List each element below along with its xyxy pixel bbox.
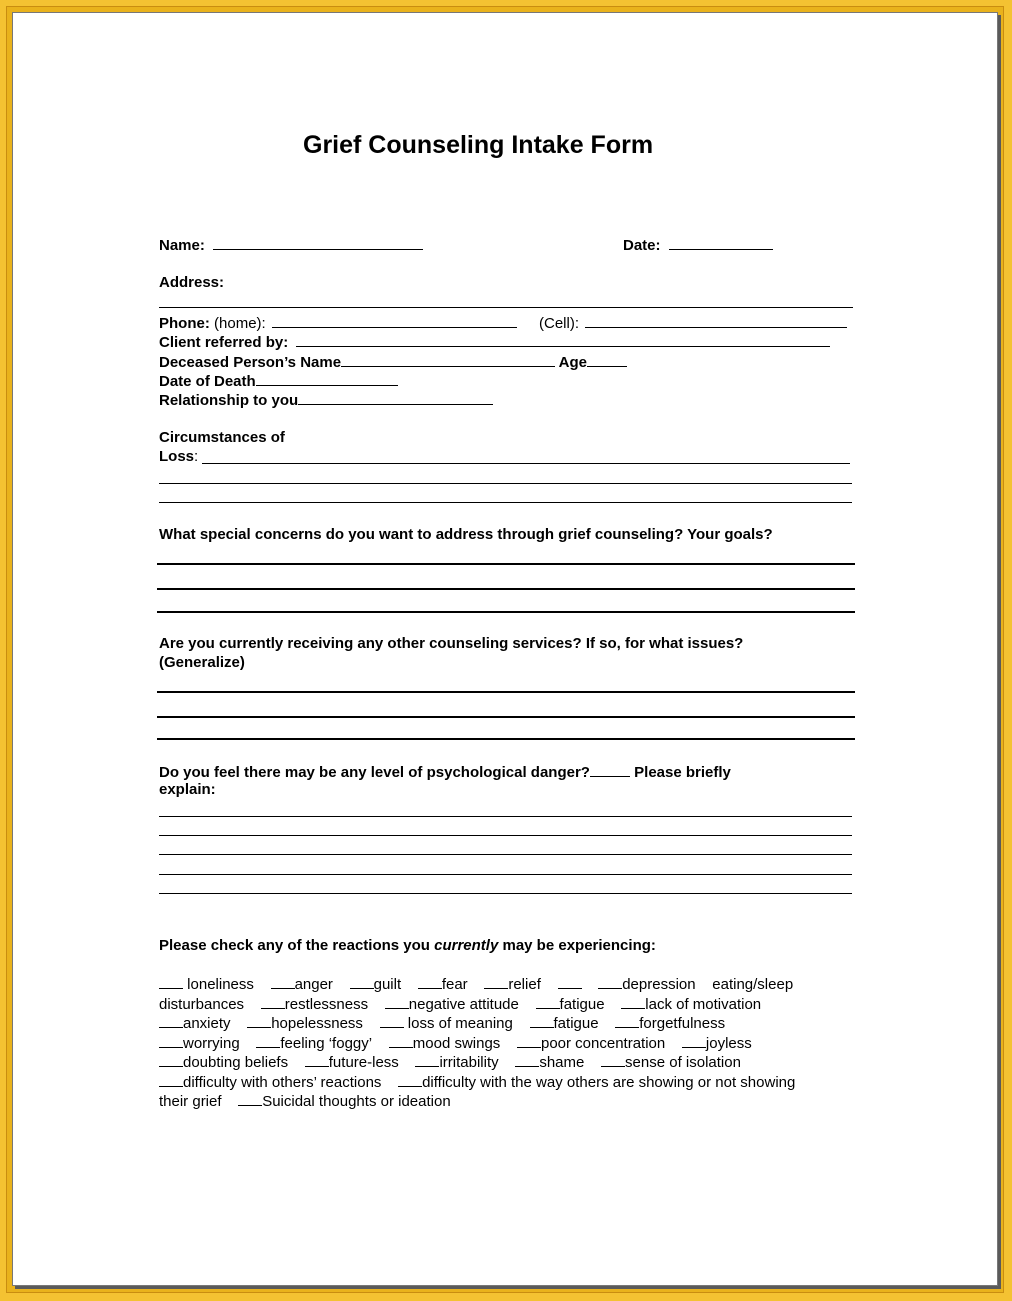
age-label: Age [558, 354, 588, 371]
check-fatigue-1[interactable] [536, 996, 560, 1009]
check-restlessness[interactable] [261, 996, 285, 1009]
check-feeling-foggy[interactable] [256, 1035, 280, 1048]
check-irritability[interactable] [415, 1054, 439, 1067]
goals-line-1[interactable] [157, 563, 855, 565]
deceased-row: Deceased Person’s Name Age [159, 352, 627, 371]
services-line-1[interactable] [157, 691, 855, 693]
question-danger: Do you feel there may be any level of psychological danger? Please briefly [159, 764, 731, 781]
check-mood-swings[interactable] [389, 1035, 413, 1048]
check-fatigue-2[interactable] [530, 1015, 554, 1028]
check-loneliness[interactable] [159, 976, 183, 989]
deceased-name-field[interactable] [341, 352, 555, 367]
form-page [12, 12, 998, 1286]
check-guilt[interactable] [350, 976, 374, 989]
circumstances-label: Circumstances of [159, 429, 285, 446]
dod-field[interactable] [256, 371, 398, 386]
check-fear[interactable] [418, 976, 442, 989]
date-label: Date: [623, 235, 773, 254]
check-forgetfulness[interactable] [615, 1015, 639, 1028]
check-worrying[interactable] [159, 1035, 183, 1048]
question-goals: What special concerns do you want to address through grief counseling? Your goals? [159, 526, 773, 543]
goals-line-2[interactable] [157, 588, 855, 590]
danger-line-2[interactable] [159, 835, 852, 836]
dod-row: Date of Death [159, 371, 398, 390]
check-anger[interactable] [271, 976, 295, 989]
check-unlabeled[interactable] [558, 976, 582, 989]
check-loss-meaning[interactable] [380, 1015, 404, 1028]
check-suicidal[interactable] [238, 1093, 262, 1106]
address-label: Address: [159, 274, 225, 291]
check-joyless[interactable] [682, 1035, 706, 1048]
check-doubting-beliefs[interactable] [159, 1054, 183, 1067]
goals-line-3[interactable] [157, 611, 855, 613]
check-future-less[interactable] [305, 1054, 329, 1067]
check-difficulty-showing[interactable] [398, 1074, 422, 1087]
check-negative-attitude[interactable] [385, 996, 409, 1009]
circumstances-line-1[interactable] [202, 463, 850, 464]
phone-row: Phone: (home): [159, 313, 517, 332]
check-anxiety[interactable] [159, 1015, 183, 1028]
referred-field[interactable] [296, 332, 830, 347]
reactions-heading: Please check any of the reactions you currently may be experiencing: [159, 937, 656, 954]
age-field[interactable] [587, 352, 627, 367]
danger-line-5[interactable] [159, 893, 852, 894]
date-field[interactable] [669, 235, 773, 250]
circumstances-label-2: Loss: [159, 448, 199, 465]
phone-cell-row: (Cell): [539, 313, 847, 332]
check-hopelessness[interactable] [247, 1015, 271, 1028]
services-line-2[interactable] [157, 716, 855, 718]
danger-line-4[interactable] [159, 874, 852, 875]
check-lack-motivation[interactable] [621, 996, 645, 1009]
referred-row: Client referred by: [159, 332, 830, 351]
question-other-services-2: (Generalize) [159, 654, 245, 671]
name-field[interactable] [213, 235, 423, 250]
relationship-row: Relationship to you [159, 390, 493, 409]
relationship-field[interactable] [298, 390, 493, 405]
reactions-list: loneliness anger guilt fear relief depression eating/sleep disturbances restlessness negative attitude fatigue lack of motivation anxiety hopelessness loss of meaning fatigue forgetfulness worrying feeling ‘foggy’ mood swings poor concentration joyless doubting beliefs future-less irritability shame sense of isolation difficulty with others’ reactions difficulty with the way others are showing or not showing their grief Suicidal thoughts or ideation [159, 976, 796, 1110]
name-label: Name: [159, 235, 423, 254]
question-danger-2: explain: [159, 781, 216, 798]
danger-line-3[interactable] [159, 854, 852, 855]
services-line-3[interactable] [157, 738, 855, 740]
check-shame[interactable] [515, 1054, 539, 1067]
check-difficulty-others[interactable] [159, 1074, 183, 1087]
form-title: Grief Counseling Intake Form [303, 131, 654, 159]
circumstances-line-3[interactable] [159, 502, 852, 503]
phone-cell-field[interactable] [585, 313, 847, 328]
circumstances-line-2[interactable] [159, 483, 852, 484]
check-poor-concentration[interactable] [517, 1035, 541, 1048]
check-isolation[interactable] [601, 1054, 625, 1067]
question-other-services: Are you currently receiving any other counseling services? If so, for what issues? [159, 635, 744, 652]
check-depression[interactable] [598, 976, 622, 989]
check-relief[interactable] [484, 976, 508, 989]
danger-field[interactable] [590, 762, 630, 777]
danger-line-1[interactable] [159, 816, 852, 817]
address-line[interactable] [159, 307, 853, 308]
phone-home-field[interactable] [272, 313, 517, 328]
